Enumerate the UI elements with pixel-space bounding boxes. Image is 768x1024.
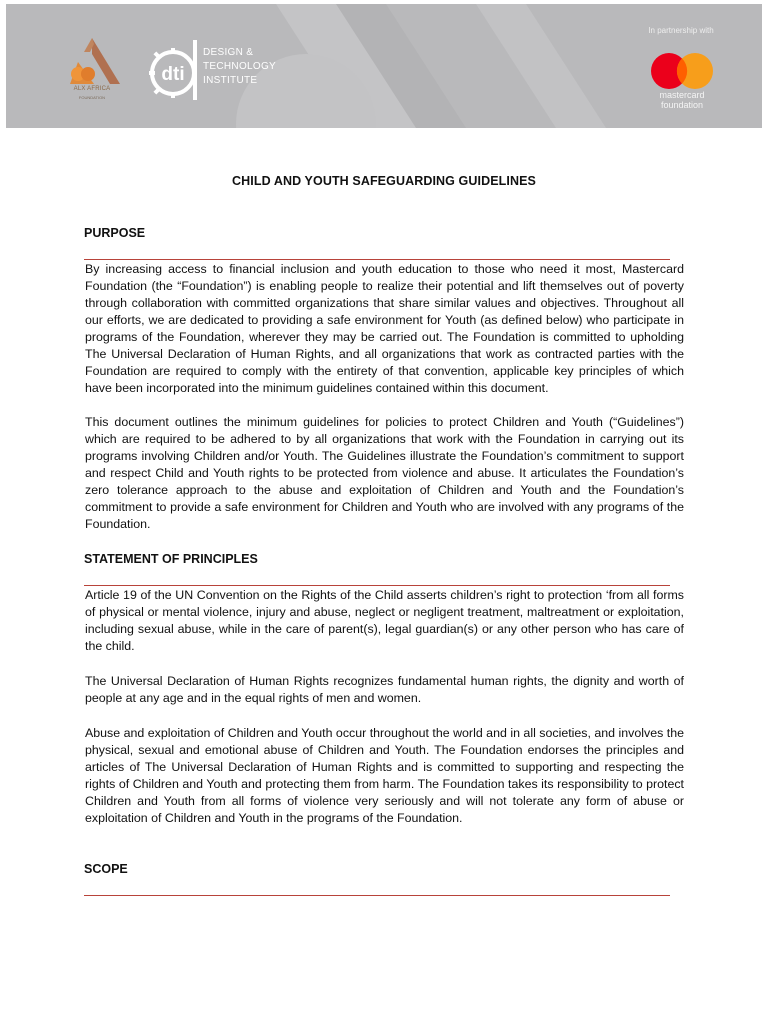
principles-paragraph-3: Abuse and exploitation of Children and Youth occur throughout the world and in all societies, and involves the physical, sexual and emotional abuse of Children and Youth. The Foundation endorses the principles and articles of The Universal Declaration of Human Rights and is committed to supporting and respecting the rights of Children and Youth and protecting them from harm. The Foundation takes its responsibility to protect Children and Youth from all forms of violence very seriously and will not tolerate any form of abuse or exploitation of Children and Youth in the programs of the Foundation. [85,726,684,825]
mastercard-circles-icon [651,51,715,91]
mc-name-line-1: mastercard [659,90,705,100]
section-heading-scope: SCOPE [84,862,128,876]
alx-name: ALX AFRICA [73,86,111,92]
alx-mark-icon [64,38,120,84]
dti-gear-logo-icon [149,36,203,106]
purpose-paragraph-1: By increasing access to financial inclusion and youth education to those who need it most, Mastercard Foundation (the “Foundation”) is enabling people to realize their potential and lift themselves out of poverty through collaboration with committed organizations that share similar values and objectives. Throughout all our efforts, we are dedicated to providing a safe environment for Youth (as defined below) who participate in programs of the Foundation, wherever they may be carried out. The Foundation is committed to upholding The Universal Declaration of Human Rights, and all organizations that work as contracted parties with the Foundation are required to comply with the entirety of that convention, applicable key principles of which have been incorporated into the minimum guidelines contained within this document. [85,262,684,395]
dti-line-3: INSTITUTE [203,75,258,86]
section-heading-principles: STATEMENT OF PRINCIPLES [84,552,258,566]
header-banner [6,4,762,128]
section-divider [84,895,670,896]
principles-paragraph-2: The Universal Declaration of Human Rights recognizes fundamental human rights, the dignity and worth of people at any age and in the equal rights of men and women. [85,674,684,705]
dti-monogram: dti [161,64,185,85]
principles-paragraph-1: Article 19 of the UN Convention on the Rights of the Child asserts children’s right to protection ‘from all forms of physical or mental violence, injury and abuse, neglect or negligent treatment, maltreatment or exploitation, including sexual abuse, while in the care of parent(s), legal guardian(s) or any other person who has care of the child. [85,588,684,653]
dti-wordmark [203,46,276,88]
document-title: CHILD AND YOUTH SAFEGUARDING GUIDELINES [232,174,536,188]
dti-line-2: TECHNOLOGY [203,61,277,72]
section-divider [84,585,670,586]
dti-line-1: DESIGN & [203,47,254,58]
section-divider [84,259,670,260]
section-heading-purpose: PURPOSE [84,226,146,240]
purpose-paragraph-2: This document outlines the minimum guidelines for policies to protect Children and Youth (“Guidelines”) which are required to be adhered to by all organizations that work with the Foundation in carrying out its programs involving Children and/or Youth. The Guidelines illustrate the Foundation’s commitment to support and respect Child and Youth rights to be protected from violence and abuse. It articulates the Foundation’s zero tolerance approach to the abuse and exploitation of Children and Youth and the Foundation’s commitment to provide a safe environment for Children and Youth who are involved with any programs of the Foundation. [85,415,684,531]
mastercard-foundation-wordmark [642,90,722,110]
mc-name-line-2: foundation [660,100,704,110]
alx-tagline: FOUNDATION [78,95,106,100]
partnership-caption: In partnership with [648,26,714,35]
alx-logo [58,38,128,106]
